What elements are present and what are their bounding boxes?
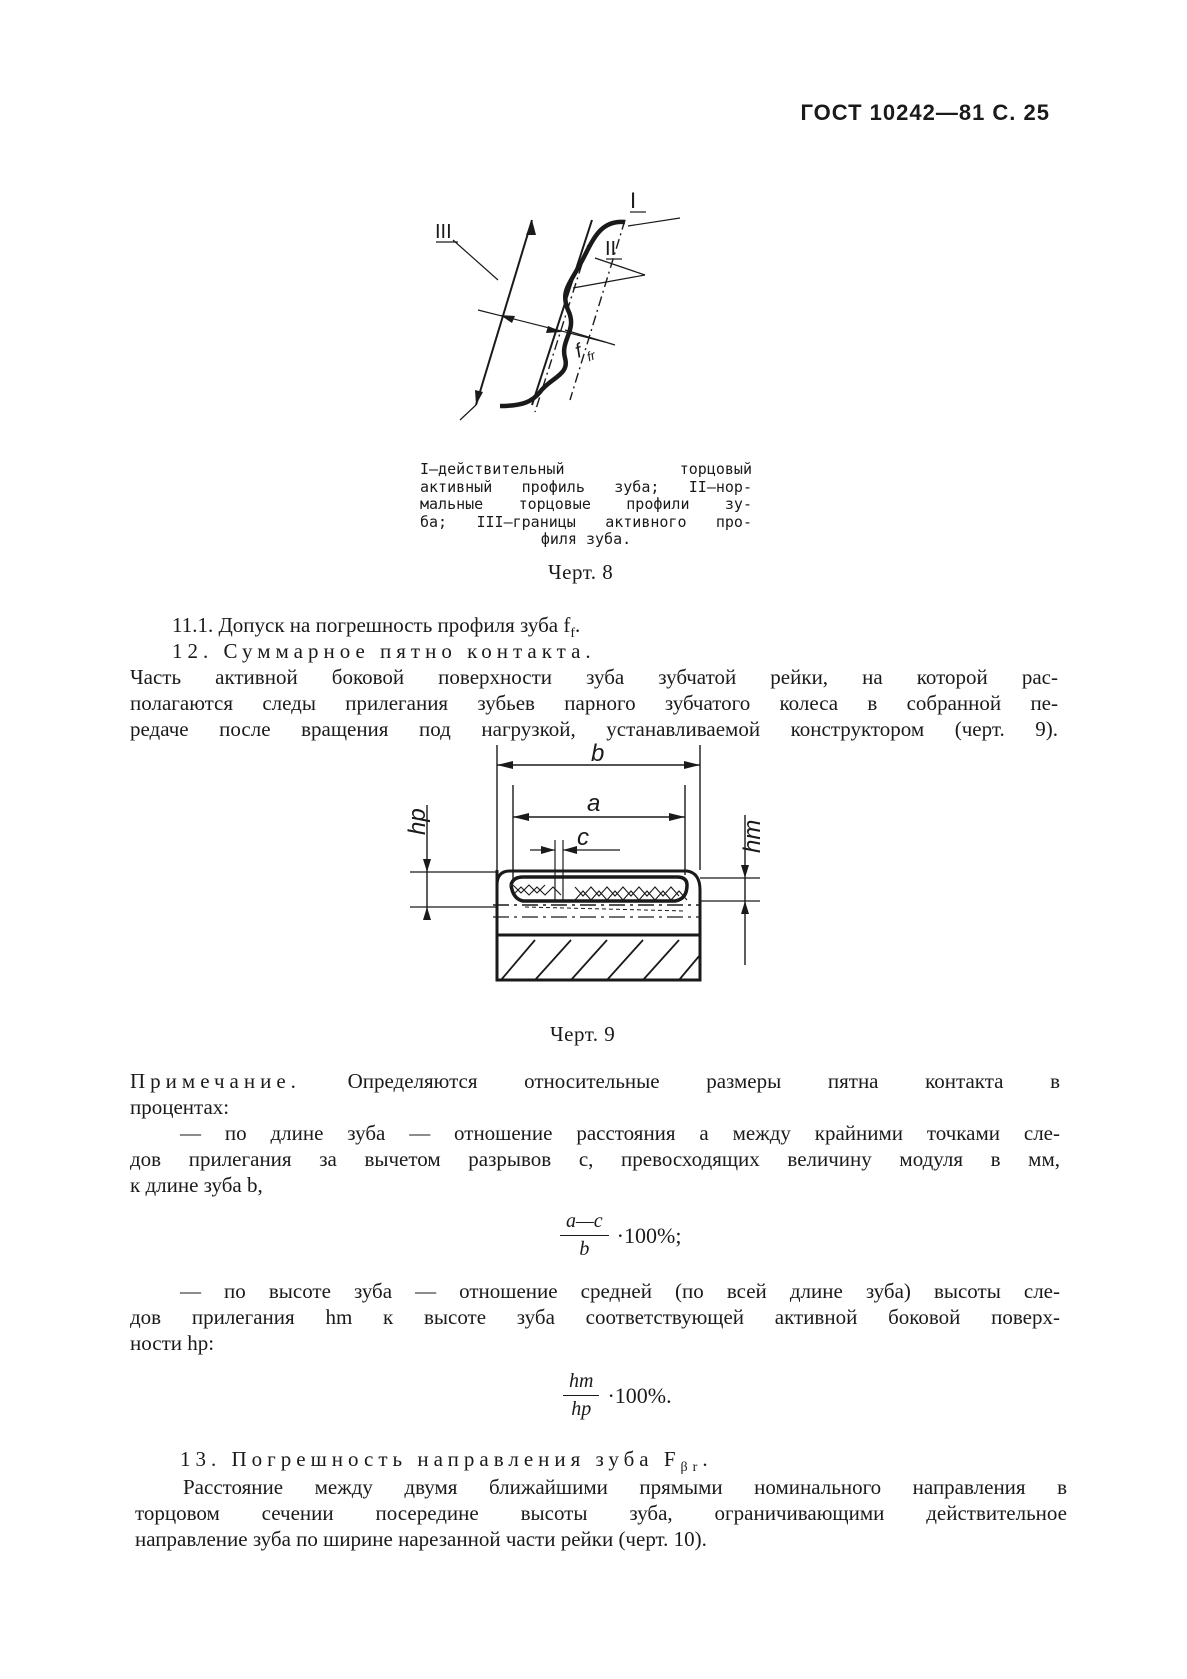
- formula-2-denominator: hp: [571, 1398, 592, 1420]
- formula-1-numerator: a—c: [560, 1210, 609, 1236]
- label-III: III: [435, 221, 452, 243]
- paragraph-13-title: 13. Погрешность направления зуба $F_{\beta r}$.: [180, 1447, 713, 1476]
- caption-line-4: ба; III—границы активного про-: [420, 512, 752, 531]
- label-b: b: [591, 740, 605, 767]
- note-block: [130, 1068, 1060, 1198]
- note-word: Примечание.: [130, 1069, 301, 1093]
- note-line-8: ности hp:: [130, 1331, 215, 1355]
- formula-height: [563, 1370, 672, 1421]
- formula-2-numerator: hm: [563, 1370, 599, 1396]
- label-f: f: [572, 340, 585, 363]
- caption-line-5: филя зуба.: [540, 530, 632, 549]
- caption-line-3: мальные торцовые профили зу-: [420, 495, 752, 514]
- note-line-7: дов прилегания hm к высоте зуба соответствующей активной боковой поверх-: [130, 1305, 1060, 1329]
- paragraph-11-1: 11.1. Допуск на погрешность профиля зуба $f_f$.: [172, 613, 581, 642]
- formula-1-rest: ·100%;: [616, 1222, 682, 1248]
- note-line-3: — по длине зуба — отношение расстояния a между крайними точками сле-: [180, 1121, 1060, 1145]
- label-hm: hm: [739, 819, 766, 853]
- note-line-6: — по высоте зуба — отношение средней (по всей длине зуба) высоты сле-: [180, 1279, 1060, 1303]
- label-f-sub: fr: [584, 347, 598, 365]
- formula-2-rest: ·100%.: [607, 1382, 672, 1408]
- note-line-2: процентах:: [130, 1095, 230, 1119]
- note-line-5: к длине зуба b,: [130, 1173, 263, 1197]
- caption-line-2: активный профиль зуба; II—нор-: [420, 477, 752, 496]
- figure-9-title: Черт. 9: [550, 1022, 616, 1046]
- label-a: a: [587, 790, 601, 817]
- figure-9-drawing: [404, 735, 775, 985]
- figure-8-title: Черт. 8: [548, 560, 614, 584]
- figure-8-drawing: [420, 180, 720, 420]
- page-header: ГОСТ 10242—81 С. 25: [800, 100, 1050, 125]
- figure-8-caption: [420, 461, 752, 549]
- paragraph-13-body: Расстояние между двумя ближайшими прямыми номинального направления в торцовом сечении посередине высоты зуба, ограничивающими действительное направление зуба по ширине нарезанной части рейки (черт. 10).: [135, 1475, 1067, 1551]
- note-block-2: [130, 1278, 1060, 1356]
- label-c: c: [577, 824, 589, 851]
- paragraph-12-body: Часть активной боковой поверхности зуба зубчатой рейки, на которой рас- полагаются следы прилегания зубьев парного зубчатого колеса в собранной пе- редаче после вращения под нагрузкой, устанавливаемой конструктором (черт. 9).: [130, 665, 1058, 741]
- label-hp: hp: [404, 808, 431, 835]
- note-line-1: Примечание. Определяются относительные размеры пятна контакта в: [130, 1069, 1060, 1093]
- formula-1-denominator: b: [579, 1238, 590, 1260]
- label-I: I: [630, 188, 637, 213]
- paragraph-12-title: 12. Суммарное пятно контакта.: [172, 639, 596, 663]
- label-II: II: [605, 238, 617, 260]
- note-line-4: дов прилегания за вычетом разрывов c, превосходящих величину модуля в мм,: [130, 1147, 1060, 1171]
- formula-length: [560, 1210, 681, 1261]
- caption-line-1: I—действительный торцовый: [420, 460, 752, 478]
